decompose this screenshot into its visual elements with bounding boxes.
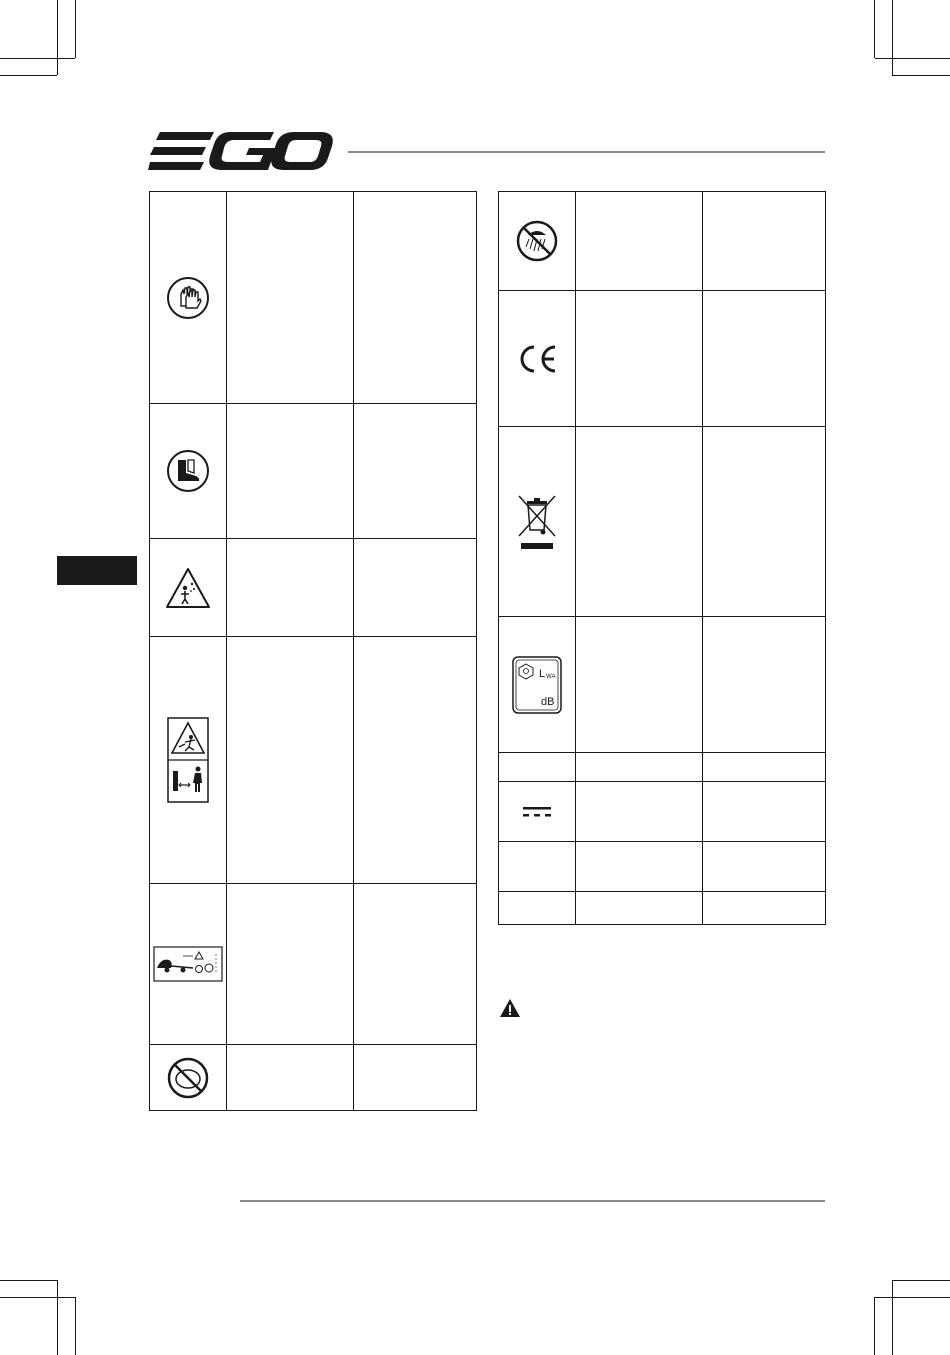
- table-row: [150, 192, 477, 404]
- protective-gloves-icon: [166, 276, 210, 320]
- crop-mark: [0, 75, 57, 76]
- icon-cell: [499, 617, 576, 753]
- table-row: [499, 753, 826, 782]
- icon-cell: [499, 782, 576, 842]
- header-rule: [348, 151, 825, 153]
- icon-cell: [499, 842, 576, 892]
- meaning-cell: [576, 842, 703, 892]
- meaning-cell: [227, 1045, 354, 1111]
- crop-mark: [57, 1280, 58, 1355]
- meaning-cell: [227, 192, 354, 404]
- icon-cell: [150, 884, 227, 1045]
- crop-mark: [75, 0, 76, 58]
- meaning-cell: [576, 617, 703, 753]
- meaning-cell: [227, 637, 354, 884]
- table-row: [499, 192, 826, 291]
- svg-text:dB: dB: [541, 695, 555, 708]
- description-cell: [703, 753, 826, 782]
- meaning-cell: [576, 782, 703, 842]
- ce-mark-icon: [515, 343, 559, 375]
- icon-cell: [150, 404, 227, 539]
- crop-mark: [892, 1280, 893, 1355]
- icon-cell: [150, 192, 227, 404]
- meaning-cell: [227, 884, 354, 1045]
- crop-mark: [0, 1297, 75, 1298]
- icon-cell: [150, 539, 227, 637]
- icon-cell: [499, 892, 576, 925]
- table-row: [499, 427, 826, 617]
- icon-cell: [499, 291, 576, 427]
- table-row: [150, 404, 477, 539]
- sound-power-level-icon: [512, 656, 562, 714]
- icon-cell: [499, 192, 576, 291]
- description-cell: [703, 892, 826, 925]
- description-cell: [354, 1045, 477, 1111]
- ego-logo: [148, 128, 333, 174]
- description-cell: [703, 842, 826, 892]
- crop-mark: [892, 0, 893, 75]
- meaning-cell: [576, 291, 703, 427]
- table-row: [499, 617, 826, 753]
- do-not-expose-to-rain-icon: [515, 219, 559, 263]
- symbols-table-right: [498, 191, 826, 925]
- description-cell: [703, 192, 826, 291]
- description-cell: [703, 617, 826, 753]
- icon-cell: [150, 637, 227, 884]
- thrown-objects-warning-icon: [165, 567, 211, 609]
- weee-crossed-bin-icon: [515, 492, 559, 552]
- icon-cell: [150, 1045, 227, 1111]
- meaning-cell: [576, 892, 703, 925]
- table-row: [150, 637, 477, 884]
- icon-cell: [499, 427, 576, 617]
- icon-cell: [499, 753, 576, 782]
- table-row: [150, 884, 477, 1045]
- description-cell: [354, 192, 477, 404]
- table-row: [499, 782, 826, 842]
- description-cell: [354, 637, 477, 884]
- table-row: [499, 842, 826, 892]
- language-tab: [57, 556, 137, 585]
- blade-danger-keep-distance-icon: [167, 717, 209, 803]
- crop-mark: [75, 1297, 76, 1355]
- footer-rule: [240, 1200, 825, 1202]
- svg-text:L: L: [539, 667, 546, 680]
- crop-mark: [892, 75, 950, 76]
- crop-mark: [0, 1280, 57, 1281]
- crop-mark: [875, 1297, 950, 1298]
- crop-mark: [874, 0, 875, 58]
- protective-boots-icon: [166, 449, 210, 493]
- description-cell: [354, 539, 477, 637]
- crop-mark: [875, 58, 950, 59]
- table-row: [150, 539, 477, 637]
- meaning-cell: [576, 192, 703, 291]
- warning-triangle-icon: [499, 998, 521, 1018]
- no-blade-prohibition-icon: [166, 1056, 210, 1100]
- table-row: [499, 892, 826, 925]
- crop-mark: [892, 1280, 950, 1281]
- meaning-cell: [227, 539, 354, 637]
- crop-mark: [57, 0, 58, 75]
- table-row: [150, 1045, 477, 1111]
- description-cell: [703, 782, 826, 842]
- description-cell: [703, 291, 826, 427]
- symbols-table-left: [149, 191, 477, 1111]
- crop-mark: [874, 1297, 875, 1355]
- meaning-cell: [576, 753, 703, 782]
- meaning-cell: [576, 427, 703, 617]
- description-cell: [354, 884, 477, 1045]
- description-cell: [354, 404, 477, 539]
- description-cell: [703, 427, 826, 617]
- crop-mark: [0, 58, 75, 59]
- svg-text:WA: WA: [546, 673, 556, 680]
- direct-current-icon: [522, 805, 552, 819]
- table-row: [499, 291, 826, 427]
- harness-label-icon: [153, 946, 223, 982]
- meaning-cell: [227, 404, 354, 539]
